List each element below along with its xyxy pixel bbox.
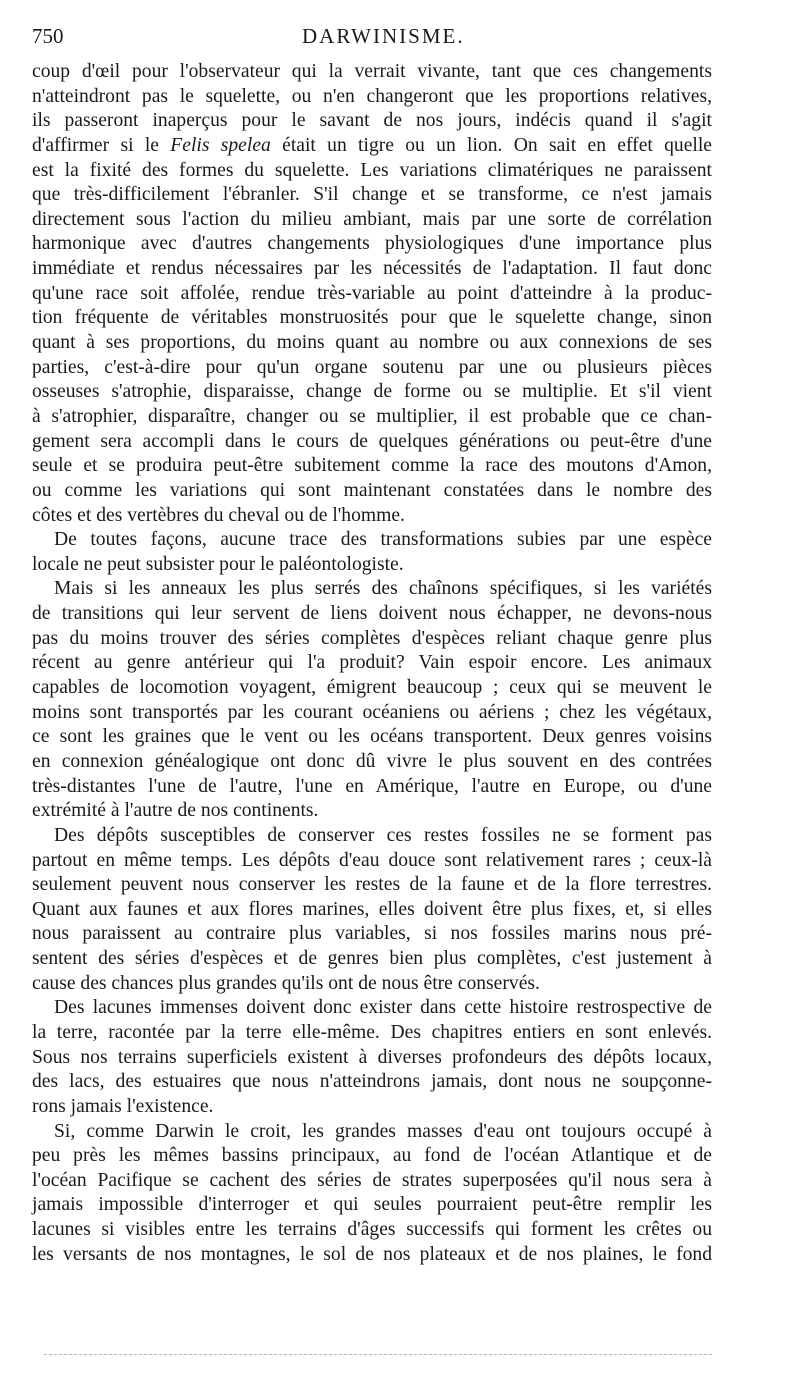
text-line: [32, 577, 712, 602]
text-segment: De toutes façons, aucune trace des transformations subies par une espèce: [54, 529, 712, 551]
text-segment: en connexion généalogique ont donc dû vivre le plus souvent en des contrées: [32, 750, 712, 772]
text-segment: tion fréquente de véritables monstruosités pour que le squelette change, sinon: [32, 307, 712, 329]
text-segment: Mais si les anneaux les plus serrés des chaînons spécifiques, si les variétés: [54, 578, 712, 600]
text-line: [32, 405, 712, 430]
text-segment: de transitions qui leur servent de liens doivent nous échapper, ne devons-nous: [32, 603, 712, 625]
text-line: [32, 282, 712, 307]
page-header: [32, 24, 712, 54]
text-segment: directement sous l'action du milieu ambiant, mais par une sorte de corrélation: [32, 208, 712, 230]
text-line: [32, 356, 712, 381]
text-line: [32, 873, 712, 898]
text-segment: rons jamais l'existence.: [32, 1095, 214, 1117]
text-segment: ce sont les graines que le vent ou les océans transportent. Deux genres voisins: [32, 726, 712, 748]
text-line: [32, 651, 712, 676]
text-segment: l'océan Pacifique se cachent des séries de strates superposées qu'il nous sera à: [32, 1169, 712, 1191]
text-line: [32, 898, 712, 923]
text-line: [32, 947, 712, 972]
text-segment: que très-difficilement l'ébranler. S'il change et se transforme, ce n'est jamais: [32, 184, 712, 206]
text-line: [32, 257, 712, 282]
text-segment: pas du moins trouver des séries complètes d'espèces reliant chaque genre plus: [32, 627, 712, 649]
text-line: [32, 1021, 712, 1046]
text-segment: Si, comme Darwin le croit, les grandes masses d'eau ont toujours occupé à: [54, 1120, 712, 1142]
text-segment: des lacs, des estuaires que nous n'atteindrons jamais, dont nous ne soupçonne-: [32, 1071, 712, 1093]
text-segment: partout en même temps. Les dépôts d'eau douce sont relativement rares ; ceux-là: [32, 849, 712, 871]
text-line: [32, 799, 712, 824]
text-segment: quant à ses proportions, du moins quant au nombre ou aux connexions de ses: [32, 332, 712, 354]
text-line: [32, 85, 712, 110]
text-segment: moins sont transportés par les courant océaniens ou aériens ; chez les végétaux,: [32, 701, 712, 723]
text-line: [32, 232, 712, 257]
footer-rule: [44, 1354, 712, 1355]
italic-term: Felis spelea: [170, 134, 271, 156]
text-line: [32, 183, 712, 208]
text-line: [32, 380, 712, 405]
text-segment: récent au genre antérieur qui l'a produit? Vain espoir encore. Les animaux: [32, 652, 712, 674]
text-line: [32, 1095, 712, 1120]
text-segment: extrémité à l'autre de nos continents.: [32, 800, 319, 822]
text-line: [32, 676, 712, 701]
text-line: [32, 528, 712, 553]
text-line: [32, 725, 712, 750]
text-segment: ou comme les variations qui sont maintenant constatées dans le nombre des: [32, 479, 712, 501]
text-segment: jamais impossible d'interroger et qui seules pourraient peut-être remplir les: [32, 1194, 712, 1216]
text-segment: la terre, racontée par la terre elle-même. Des chapitres entiers en sont enlevés.: [32, 1021, 712, 1043]
text-segment: est la fixité des formes du squelette. Les variations climatériques ne paraissent: [32, 159, 712, 181]
text-line: [32, 1144, 712, 1169]
text-line: [32, 775, 712, 800]
text-segment: seulement peuvent nous conserver les restes de la faune et de la flore terrestres.: [32, 874, 712, 896]
text-line: [32, 1070, 712, 1095]
body-text: [32, 60, 712, 1267]
text-segment: nous paraissent au contraire plus variables, si nos fossiles marins nous pré-: [32, 923, 712, 945]
text-segment: Sous nos terrains superficiels existent à diverses profondeurs des dépôts locaux,: [32, 1046, 712, 1068]
text-segment: peu près les mêmes bassins principaux, au fond de l'océan Atlantique et de: [32, 1145, 712, 1167]
text-line: [32, 701, 712, 726]
text-segment: capables de locomotion voyagent, émigrent beaucoup ; ceux qui se meuvent le: [32, 677, 712, 699]
text-line: [32, 109, 712, 134]
text-line: [32, 1169, 712, 1194]
text-line: [32, 208, 712, 233]
text-line: [32, 430, 712, 455]
text-line: [32, 159, 712, 184]
page-number: 750: [32, 24, 64, 48]
text-line: [32, 824, 712, 849]
text-line: [32, 1193, 712, 1218]
text-line: [32, 996, 712, 1021]
text-line: [32, 627, 712, 652]
text-segment: qu'une race soit affolée, rendue très-variable au point d'atteindre à la produc-: [32, 282, 712, 304]
text-line: [32, 60, 712, 85]
text-line: [32, 750, 712, 775]
text-line: [32, 454, 712, 479]
text-segment: cause des chances plus grandes qu'ils ont de nous être conservés.: [32, 972, 540, 994]
text-line: [32, 1046, 712, 1071]
text-segment: harmonique avec d'autres changements physiologiques d'une importance plus: [32, 233, 712, 255]
text-segment: n'atteindront pas le squelette, ou n'en changeront que les proportions relatives,: [32, 85, 712, 107]
text-line: [32, 1243, 712, 1268]
text-line: [32, 331, 712, 356]
text-line: [32, 922, 712, 947]
text-segment: Des lacunes immenses doivent donc exister dans cette histoire restrospective de: [54, 997, 712, 1019]
text-segment: gement sera accompli dans le cours de quelques générations ou peut-être d'une: [32, 430, 712, 452]
text-line: [32, 972, 712, 997]
text-segment: seule et se produira peut-être subitement comme la race des moutons d'Amon,: [32, 455, 712, 477]
text-line: [32, 504, 712, 529]
text-line: [32, 553, 712, 578]
text-segment: côtes et des vertèbres du cheval ou de l'homme.: [32, 504, 405, 526]
text-line: [32, 479, 712, 504]
text-segment: les versants de nos montagnes, le sol de nos plateaux et de nos plaines, le fond: [32, 1243, 712, 1265]
text-segment: était un tigre ou un lion. On sait en effet quelle: [270, 134, 713, 156]
text-segment: lacunes si visibles entre les terrains d'âges successifs qui forment les crêtes ou: [32, 1219, 712, 1241]
text-line: [32, 602, 712, 627]
text-segment: d'affirmer si le: [32, 134, 171, 156]
text-segment: à s'atrophier, disparaître, changer ou se multiplier, il est probable que ce chan-: [32, 405, 712, 427]
text-segment: ils passeront inaperçus pour le savant de nos jours, indécis quand il s'agit: [32, 110, 712, 132]
text-segment: Quant aux faunes et aux flores marines, elles doivent être plus fixes, et, si elles: [32, 898, 712, 920]
text-segment: immédiate et rendus nécessaires par les nécessités de l'adaptation. Il faut donc: [32, 258, 712, 280]
text-segment: Des dépôts susceptibles de conserver ces restes fossiles ne se forment pas: [54, 824, 712, 846]
text-line: [32, 306, 712, 331]
text-line: [32, 1120, 712, 1145]
text-segment: parties, c'est-à-dire pour qu'un organe soutenu par une ou plusieurs pièces: [32, 356, 712, 378]
text-line: [32, 1218, 712, 1243]
text-segment: sentent des séries d'espèces et de genres bien plus complètes, c'est justement à: [32, 948, 712, 970]
running-title: DARWINISME.: [302, 24, 465, 48]
text-segment: osseuses s'atrophie, disparaisse, change de forme ou se multiplie. Et s'il vient: [32, 381, 712, 403]
text-line: [32, 134, 712, 159]
text-segment: très-distantes l'une de l'autre, l'une en Amérique, l'autre en Europe, ou d'une: [32, 775, 712, 797]
text-line: [32, 849, 712, 874]
text-segment: coup d'œil pour l'observateur qui la verrait vivante, tant que ces changements: [32, 61, 712, 82]
text-segment: locale ne peut subsister pour le paléontologiste.: [32, 553, 404, 575]
